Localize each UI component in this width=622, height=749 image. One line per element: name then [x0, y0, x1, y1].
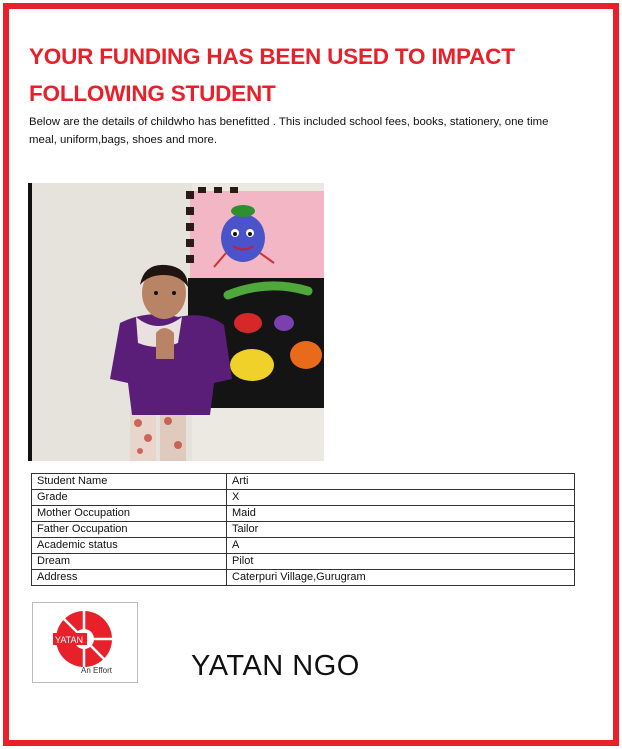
table-row — [32, 506, 575, 522]
field-value: Pilot — [227, 554, 575, 570]
field-label: Student Name — [32, 474, 227, 490]
logo-tagline: An Effort — [81, 666, 112, 675]
table-row — [32, 554, 575, 570]
field-label: Address — [32, 570, 227, 586]
field-label: Mother Occupation — [32, 506, 227, 522]
field-value: A — [227, 538, 575, 554]
page-title — [29, 38, 589, 112]
field-label: Father Occupation — [32, 522, 227, 538]
field-value: Arti — [227, 474, 575, 490]
organization-name: YATAN NGO — [191, 650, 360, 682]
field-value: X — [227, 490, 575, 506]
title-line-2: FOLLOWING STUDENT — [29, 81, 276, 106]
field-value: Tailor — [227, 522, 575, 538]
field-label: Academic status — [32, 538, 227, 554]
table-row — [32, 474, 575, 490]
table-row — [32, 490, 575, 506]
field-label: Dream — [32, 554, 227, 570]
logo-name: YATAN — [55, 635, 84, 645]
field-label: Grade — [32, 490, 227, 506]
yatan-logo — [32, 602, 138, 683]
student-details-table — [31, 473, 575, 586]
table-row — [32, 570, 575, 586]
table-row — [32, 522, 575, 538]
field-value: Maid — [227, 506, 575, 522]
title-line-1: YOUR FUNDING HAS BEEN USED TO IMPACT — [29, 44, 515, 69]
field-value: Caterpuri Village,Gurugram — [227, 570, 575, 586]
student-photo — [28, 183, 324, 461]
intro-paragraph: Below are the details of childwho has benefitted . This included school fees, books, stationery, one time meal, uniform,bags, shoes and more. — [29, 116, 549, 146]
table-row — [32, 538, 575, 554]
